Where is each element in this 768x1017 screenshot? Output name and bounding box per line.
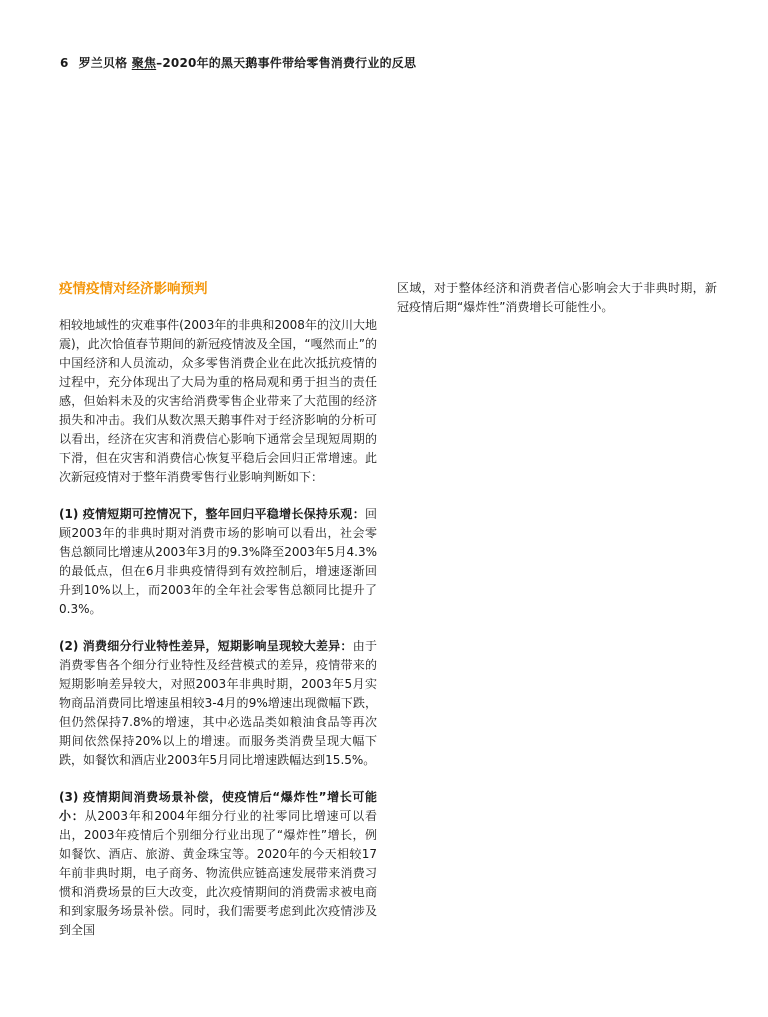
page-header [60,54,720,71]
page-number: 6 [60,56,69,70]
section-title: 疫情疫情对经济影响预判 [59,281,208,297]
point-1-heading: (1) 疫情短期可控情况下，整年回归平稳增长保持乐观： [59,507,365,521]
header-title: –2020年的黑天鹅事件带给零售消费行业的反思 [156,56,417,70]
intro-paragraph: 相较地域性的灾难事件(2003年的非典和2008年的汶川大地震)，此次恰值春节期间的新冠疫情波及全国，“嘎然而止”的中国经济和人员流动，众多零售消费企业在此次抵抗疫情的过程中，充分体现出了大局为重的格局观和勇于担当的责任感，但始料未及的灾害给消费零售企业带来了大范围的经济损失和冲击。我们从数次黑天鹅事件对于经济影响的分析可以看出，经济在灾害和消费信心影响下通常会呈现短周期的下滑，但在灾害和消费信心恢复平稳后会回归正常增速。此次新冠疫情对于整年消费零售行业影响判断如下： [59,318,377,484]
header-brand: 罗兰贝格 [78,56,128,70]
point-2 [59,637,377,770]
left-column [59,279,377,958]
point-1 [59,505,377,619]
point-1-body: 回顾2003年的非典时期对消费市场的影响可以看出，社会零售总额同比增速从2003年3月的9.3%降至2003年5月4.3%的最低点，但在6月非典疫情得到有效控制后，增速逐渐回升到10%以上，而2003年的全年社会零售总额同比提升了0.3%。 [59,507,377,616]
header-focus: 聚焦 [131,56,157,70]
point-3 [59,788,377,940]
point-2-body: 由于消费零售各个细分行业特性及经营模式的差异，疫情带来的短期影响差异较大，对照2003年非典时期，2003年5月实物商品消费同比增速虽相较3-4月的9%增速出现微幅下跌，但仍然保持7.8%的增速，其中必选品类如粮油食品等再次期间依然保持20%以上的增速。而服务类消费呈现大幅下跌，如餐饮和酒店业2003年5月同比增速跌幅达到15.5%。 [59,639,377,767]
point-3-body: 从2003年和2004年细分行业的社零同比增速可以看出，2003年疫情后个别细分行业出现了“爆炸性”增长，例如餐饮、酒店、旅游、黄金珠宝等。2020年的今天相较17年前非典时期，电子商务、物流供应链高速发展带来消费习惯和消费场景的巨大改变，此次疫情期间的消费需求被电商和到家服务场景补偿。同时，我们需要考虑到此次疫情涉及到全国 [59,809,377,937]
right-column [397,279,717,335]
point-3-heading: (3) 疫情期间消费场景补偿，使疫情后“爆炸性”增长可能小： [59,790,377,823]
point-2-heading: (2) 消费细分行业特性差异，短期影响呈现较大差异： [59,639,353,653]
right-column-paragraph: 区域，对于整体经济和消费者信心影响会大于非典时期，新冠疫情后期“爆炸性”消费增长可能性小。 [397,281,717,314]
